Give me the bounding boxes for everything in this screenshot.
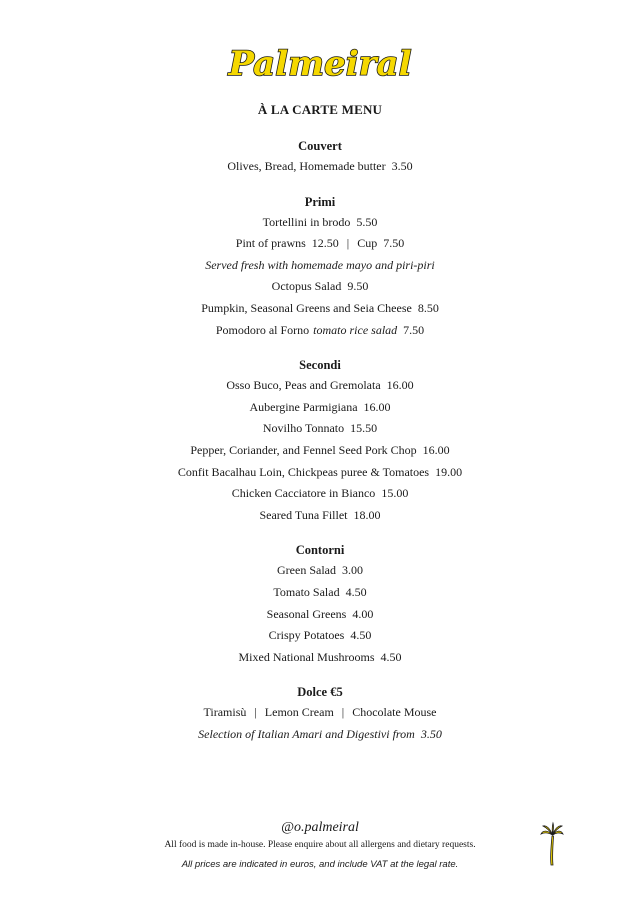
item-note: Served fresh with homemade mayo and piri-piri <box>205 257 435 272</box>
section-title: Secondi <box>299 358 341 373</box>
separator: | <box>254 705 257 720</box>
item-price: 4.50 <box>380 649 402 664</box>
allergen-note: All food is made in-house. Please enquire about all allergens and dietary requests. <box>164 840 476 850</box>
menu-item <box>0 212 640 234</box>
item-price: 16.00 <box>422 442 450 457</box>
item-name: Green Salad <box>277 563 336 578</box>
item-name: Pepper, Coriander, and Fennel Seed Pork Chop <box>190 442 417 457</box>
item-alt-price: 7.50 <box>383 236 405 251</box>
menu-section <box>0 682 640 745</box>
item-price: 16.00 <box>363 399 391 414</box>
menu-item <box>0 156 640 178</box>
menu-item <box>0 724 640 746</box>
page-title: À LA CARTE MENU <box>257 102 383 117</box>
item-price: 19.00 <box>435 464 463 479</box>
item-price: 18.00 <box>353 507 381 522</box>
item-price: 15.50 <box>350 421 378 436</box>
item-price: 16.00 <box>386 378 414 393</box>
item-price: 15.00 <box>381 486 409 501</box>
item-name: Seasonal Greens <box>266 606 347 621</box>
menu-list <box>0 136 640 759</box>
item-name: Confit Bacalhau Loin, Chickpeas puree & Tomatoes <box>177 464 430 479</box>
menu-item <box>0 233 640 255</box>
menu-item <box>0 255 640 277</box>
item-name: Tomato Salad <box>273 584 340 599</box>
item-price: 3.50 <box>391 159 413 173</box>
item-name: Pint of prawns <box>235 236 306 251</box>
section-title: Couvert <box>298 139 342 153</box>
menu-item <box>0 560 640 582</box>
logo-text: Palmeiral <box>228 44 412 84</box>
item-name: Tortellini in brodo <box>262 214 351 229</box>
vat-note: All prices are indicated in euros, and include VAT at the legal rate. <box>181 859 459 870</box>
item-name: Olives, Bread, Homemade butter <box>227 159 386 173</box>
dessert-name: Lemon Cream <box>264 705 334 720</box>
item-name: Pumpkin, Seasonal Greens and Seia Cheese <box>201 300 412 315</box>
item-price: 3.50 <box>420 726 442 741</box>
dessert-name: Tiramisù <box>203 705 247 720</box>
palm-tree-icon <box>540 822 564 866</box>
item-alt-name: Cup <box>357 236 378 251</box>
item-name: Mixed National Mushrooms <box>238 649 375 664</box>
menu-item <box>0 418 640 440</box>
menu-item <box>0 462 640 484</box>
dessert-name: Chocolate Mouse <box>352 705 437 720</box>
item-name: Novilho Tonnato <box>262 421 345 436</box>
menu-item <box>0 582 640 604</box>
section-title: Dolce €5 <box>297 685 343 700</box>
instagram-handle: @o.palmeiral <box>281 820 359 835</box>
menu-item <box>0 320 640 342</box>
item-name: Chicken Cacciatore in Bianco <box>231 486 376 501</box>
item-name: Osso Buco, Peas and Gremolata <box>226 378 381 393</box>
item-name: Octopus Salad <box>271 279 342 294</box>
item-price: 4.00 <box>352 606 374 621</box>
menu-item <box>0 276 640 298</box>
menu-section <box>0 540 640 668</box>
item-name: Aubergine Parmigiana <box>249 399 358 414</box>
menu-item <box>0 625 640 647</box>
menu-item <box>0 298 640 320</box>
item-description: tomato rice salad <box>313 322 398 337</box>
palmeiral-logo <box>0 36 640 90</box>
item-price: 5.50 <box>356 214 378 229</box>
separator: | <box>346 236 350 251</box>
logo-graphic <box>228 37 412 89</box>
item-name: Crispy Potatoes <box>268 628 345 643</box>
menu-item <box>0 647 640 669</box>
menu-item <box>0 505 640 527</box>
menu-item <box>0 604 640 626</box>
item-note: Selection of Italian Amari and Digestivi from <box>198 726 415 741</box>
section-title: Primi <box>304 194 336 209</box>
menu-item <box>0 397 640 419</box>
item-price: 3.00 <box>341 563 363 578</box>
item-name: Pomodoro al Forno <box>215 322 310 337</box>
item-price: 4.50 <box>345 584 367 599</box>
menu-item <box>0 375 640 397</box>
item-price: 12.50 <box>311 236 339 251</box>
section-title: Contorni <box>295 543 345 558</box>
menu-item <box>0 702 640 724</box>
item-price: 9.50 <box>347 279 369 294</box>
menu-section <box>0 192 640 342</box>
menu-section <box>0 355 640 526</box>
item-price: 8.50 <box>417 300 439 315</box>
separator: | <box>341 705 345 720</box>
item-price: 4.50 <box>350 628 372 643</box>
item-price: 7.50 <box>403 322 425 337</box>
item-name: Seared Tuna Fillet <box>259 507 348 522</box>
menu-item <box>0 483 640 505</box>
menu-item <box>0 440 640 462</box>
menu-section <box>0 136 640 178</box>
